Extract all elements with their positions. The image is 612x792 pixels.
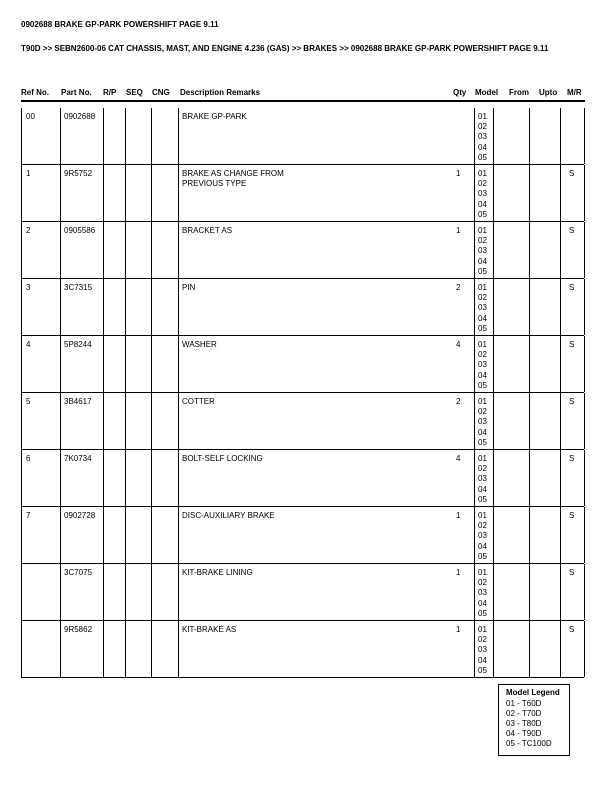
part-no: 5P8244 [64, 340, 92, 349]
qty: 1 [456, 169, 461, 178]
model-code: 02 [478, 179, 487, 189]
model-code: 03 [478, 417, 487, 427]
col-model: Model [475, 88, 499, 97]
column-divider [151, 393, 152, 449]
model-code: 03 [478, 132, 487, 142]
model-code: 05 [478, 665, 487, 675]
column-divider [493, 165, 494, 221]
qty: 1 [456, 226, 461, 235]
column-divider [103, 222, 104, 278]
model-code: 01 [478, 568, 487, 577]
model-code: 02 [478, 578, 487, 588]
mr: S [569, 511, 575, 520]
column-divider [178, 222, 179, 278]
model-code: 04 [478, 370, 487, 380]
column-divider [60, 621, 61, 677]
column-divider [60, 336, 61, 392]
model-code: 04 [478, 655, 487, 665]
models [478, 112, 487, 163]
col-qty: Qty [453, 88, 467, 97]
column-divider [125, 279, 126, 335]
col-mr: M/R [567, 88, 582, 97]
models [478, 169, 487, 220]
column-divider [178, 165, 179, 221]
ref-no: 7 [26, 511, 31, 520]
models [478, 397, 487, 448]
model-code: 02 [478, 635, 487, 645]
column-divider [474, 621, 475, 677]
qty: 2 [456, 397, 461, 406]
column-divider [474, 393, 475, 449]
model-code: 01 [478, 112, 487, 121]
model-legend-item: 04 - T90D [506, 729, 542, 738]
model-code: 05 [478, 266, 487, 276]
column-divider [493, 393, 494, 449]
ref-no: 2 [26, 226, 31, 235]
column-divider [21, 279, 22, 335]
column-divider [103, 336, 104, 392]
column-divider [474, 165, 475, 221]
col-cng: CNG [152, 88, 170, 97]
description: BRAKE AS CHANGE FROM PREVIOUS TYPE [182, 169, 284, 188]
column-divider [560, 393, 561, 449]
model-code: 05 [478, 380, 487, 390]
column-divider [529, 507, 530, 563]
column-divider [584, 564, 585, 620]
model-legend-item: 01 - T60D [506, 699, 542, 708]
column-divider [560, 279, 561, 335]
column-divider [560, 450, 561, 506]
model-code: 01 [478, 454, 487, 463]
column-divider [584, 279, 585, 335]
column-divider [584, 393, 585, 449]
column-divider [560, 222, 561, 278]
column-divider [125, 621, 126, 677]
ref-no: 3 [26, 283, 31, 292]
column-divider [21, 450, 22, 506]
column-divider [584, 507, 585, 563]
model-code: 04 [478, 598, 487, 608]
model-code: 03 [478, 360, 487, 370]
column-divider [125, 507, 126, 563]
column-divider [493, 336, 494, 392]
page-title: 0902688 BRAKE GP-PARK POWERSHIFT PAGE 9.11 [21, 20, 219, 29]
mr: S [569, 340, 575, 349]
column-divider [103, 450, 104, 506]
column-divider [529, 564, 530, 620]
table-row [21, 222, 584, 279]
model-code: 04 [478, 427, 487, 437]
column-divider [21, 507, 22, 563]
model-code: 01 [478, 625, 487, 634]
ref-no: 1 [26, 169, 31, 178]
part-no: 0905586 [64, 226, 96, 235]
column-divider [151, 450, 152, 506]
qty: 4 [456, 454, 461, 463]
qty: 1 [456, 568, 461, 577]
models [478, 454, 487, 505]
column-divider [178, 450, 179, 506]
column-divider [178, 279, 179, 335]
model-code: 05 [478, 551, 487, 561]
column-divider [125, 450, 126, 506]
models [478, 283, 487, 334]
column-divider [474, 507, 475, 563]
model-code: 03 [478, 588, 487, 598]
description: PIN [182, 283, 196, 292]
column-divider [560, 165, 561, 221]
model-code: 05 [478, 608, 487, 618]
model-code: 02 [478, 464, 487, 474]
column-divider [584, 222, 585, 278]
qty: 2 [456, 283, 461, 292]
description: BRAKE GP-PARK [182, 112, 247, 121]
mr: S [569, 454, 575, 463]
column-divider [529, 108, 530, 164]
model-legend-item: 05 - TC100D [506, 739, 552, 748]
column-divider [60, 108, 61, 164]
column-divider [60, 450, 61, 506]
qty: 4 [456, 340, 461, 349]
models [478, 226, 487, 277]
column-divider [125, 393, 126, 449]
column-divider [21, 165, 22, 221]
model-legend-title: Model Legend [506, 688, 560, 697]
column-divider [151, 165, 152, 221]
model-legend [498, 684, 570, 756]
column-divider [103, 279, 104, 335]
column-divider [103, 507, 104, 563]
model-code: 01 [478, 283, 487, 292]
model-code: 02 [478, 521, 487, 531]
column-divider [560, 507, 561, 563]
column-divider [125, 108, 126, 164]
column-divider [584, 108, 585, 164]
column-divider [178, 564, 179, 620]
column-divider [493, 450, 494, 506]
ref-no: 5 [26, 397, 31, 406]
column-divider [151, 108, 152, 164]
models [478, 511, 487, 562]
col-from: From [509, 88, 529, 97]
part-no: 9R5862 [64, 625, 93, 634]
model-code: 03 [478, 189, 487, 199]
model-code: 05 [478, 152, 487, 162]
table-row [21, 450, 584, 507]
column-divider [560, 108, 561, 164]
column-divider [560, 336, 561, 392]
column-divider [474, 564, 475, 620]
model-code: 04 [478, 199, 487, 209]
column-divider [21, 393, 22, 449]
description: BRACKET AS [182, 226, 233, 235]
mr: S [569, 169, 575, 178]
model-code: 03 [478, 531, 487, 541]
column-divider [151, 507, 152, 563]
model-code: 02 [478, 122, 487, 132]
description: KIT-BRAKE LINING [182, 568, 253, 577]
column-divider [529, 165, 530, 221]
column-divider [103, 165, 104, 221]
column-divider [151, 279, 152, 335]
model-code: 01 [478, 340, 487, 349]
model-code: 03 [478, 474, 487, 484]
column-divider [178, 336, 179, 392]
header-divider [21, 100, 585, 102]
ref-no: 4 [26, 340, 31, 349]
column-divider [529, 222, 530, 278]
column-divider [125, 336, 126, 392]
column-divider [21, 564, 22, 620]
column-divider [493, 108, 494, 164]
model-code: 02 [478, 407, 487, 417]
column-divider [151, 564, 152, 620]
model-code: 05 [478, 323, 487, 333]
col-ref-no: Ref No. [21, 88, 49, 97]
column-divider [493, 564, 494, 620]
column-divider [474, 336, 475, 392]
model-code: 04 [478, 256, 487, 266]
column-divider [151, 222, 152, 278]
column-divider [493, 279, 494, 335]
description: COTTER [182, 397, 215, 406]
column-divider [125, 165, 126, 221]
model-code: 05 [478, 437, 487, 447]
model-legend-item: 02 - T70D [506, 709, 542, 718]
column-divider [21, 336, 22, 392]
column-divider [493, 507, 494, 563]
column-divider [178, 108, 179, 164]
column-divider [493, 621, 494, 677]
column-divider [178, 393, 179, 449]
model-code: 01 [478, 397, 487, 406]
column-divider [529, 621, 530, 677]
model-code: 04 [478, 313, 487, 323]
column-divider [584, 621, 585, 677]
model-code: 03 [478, 645, 487, 655]
model-code: 02 [478, 293, 487, 303]
qty: 1 [456, 511, 461, 520]
part-no: 3C7075 [64, 568, 93, 577]
column-divider [103, 564, 104, 620]
model-code: 02 [478, 236, 487, 246]
mr: S [569, 397, 575, 406]
breadcrumb: T90D >> SEBN2600-06 CAT CHASSIS, MAST, AND ENGINE 4.236 (GAS) >> BRAKES >> 0902688 BRAKE GP-PARK POWERSHIFT PAGE 9.11 [21, 44, 549, 53]
mr: S [569, 283, 575, 292]
parts-table [21, 108, 584, 678]
column-divider [21, 222, 22, 278]
column-divider [493, 222, 494, 278]
column-divider [529, 336, 530, 392]
table-row [21, 621, 584, 678]
column-divider [21, 621, 22, 677]
column-divider [584, 336, 585, 392]
mr: S [569, 625, 575, 634]
column-divider [60, 222, 61, 278]
part-no: 0902688 [64, 112, 96, 121]
column-divider [584, 450, 585, 506]
column-divider [60, 279, 61, 335]
column-divider [60, 507, 61, 563]
column-divider [584, 165, 585, 221]
col-upto: Upto [539, 88, 558, 97]
column-divider [21, 108, 22, 164]
column-divider [529, 279, 530, 335]
model-code: 01 [478, 511, 487, 520]
column-divider [60, 393, 61, 449]
column-divider [151, 621, 152, 677]
part-no: 3C7315 [64, 283, 93, 292]
column-divider [151, 336, 152, 392]
column-divider [178, 507, 179, 563]
column-divider [529, 450, 530, 506]
model-code: 05 [478, 494, 487, 504]
column-divider [125, 564, 126, 620]
model-code: 03 [478, 246, 487, 256]
column-divider [474, 279, 475, 335]
mr: S [569, 568, 575, 577]
column-divider [125, 222, 126, 278]
table-row [21, 564, 584, 621]
col-rp: R/P [103, 88, 117, 97]
column-divider [60, 564, 61, 620]
column-divider [103, 621, 104, 677]
column-divider [560, 564, 561, 620]
column-divider [529, 393, 530, 449]
column-divider [474, 108, 475, 164]
model-code: 02 [478, 350, 487, 360]
table-row [21, 336, 584, 393]
column-divider [560, 621, 561, 677]
column-divider [60, 165, 61, 221]
models [478, 568, 487, 619]
model-legend-item: 03 - T80D [506, 719, 542, 728]
part-no: 9R5752 [64, 169, 93, 178]
ref-no: 6 [26, 454, 31, 463]
model-code: 04 [478, 484, 487, 494]
description: DISC-AUXILIARY BRAKE [182, 511, 275, 520]
column-divider [178, 621, 179, 677]
column-divider [474, 450, 475, 506]
column-divider [474, 222, 475, 278]
column-divider [103, 108, 104, 164]
model-code: 01 [478, 226, 487, 235]
part-no: 3B4617 [64, 397, 92, 406]
qty: 1 [456, 625, 461, 634]
col-seq: SEQ [126, 88, 143, 97]
description: KIT-BRAKE AS [182, 625, 237, 634]
col-description: Description Remarks [180, 88, 261, 97]
table-row [21, 279, 584, 336]
models [478, 340, 487, 391]
model-code: 03 [478, 303, 487, 313]
model-code: 04 [478, 142, 487, 152]
col-part-no: Part No. [61, 88, 92, 97]
mr: S [569, 226, 575, 235]
description: BOLT-SELF LOCKING [182, 454, 263, 463]
description: WASHER [182, 340, 217, 349]
table-row [21, 507, 584, 564]
table-row [21, 393, 584, 450]
table-row [21, 165, 584, 222]
table-row [21, 108, 584, 165]
model-code: 05 [478, 209, 487, 219]
column-divider [103, 393, 104, 449]
ref-no: 00 [26, 112, 35, 121]
model-code: 01 [478, 169, 487, 178]
models [478, 625, 487, 676]
part-no: 0902728 [64, 511, 96, 520]
model-code: 04 [478, 541, 487, 551]
part-no: 7K0734 [64, 454, 92, 463]
